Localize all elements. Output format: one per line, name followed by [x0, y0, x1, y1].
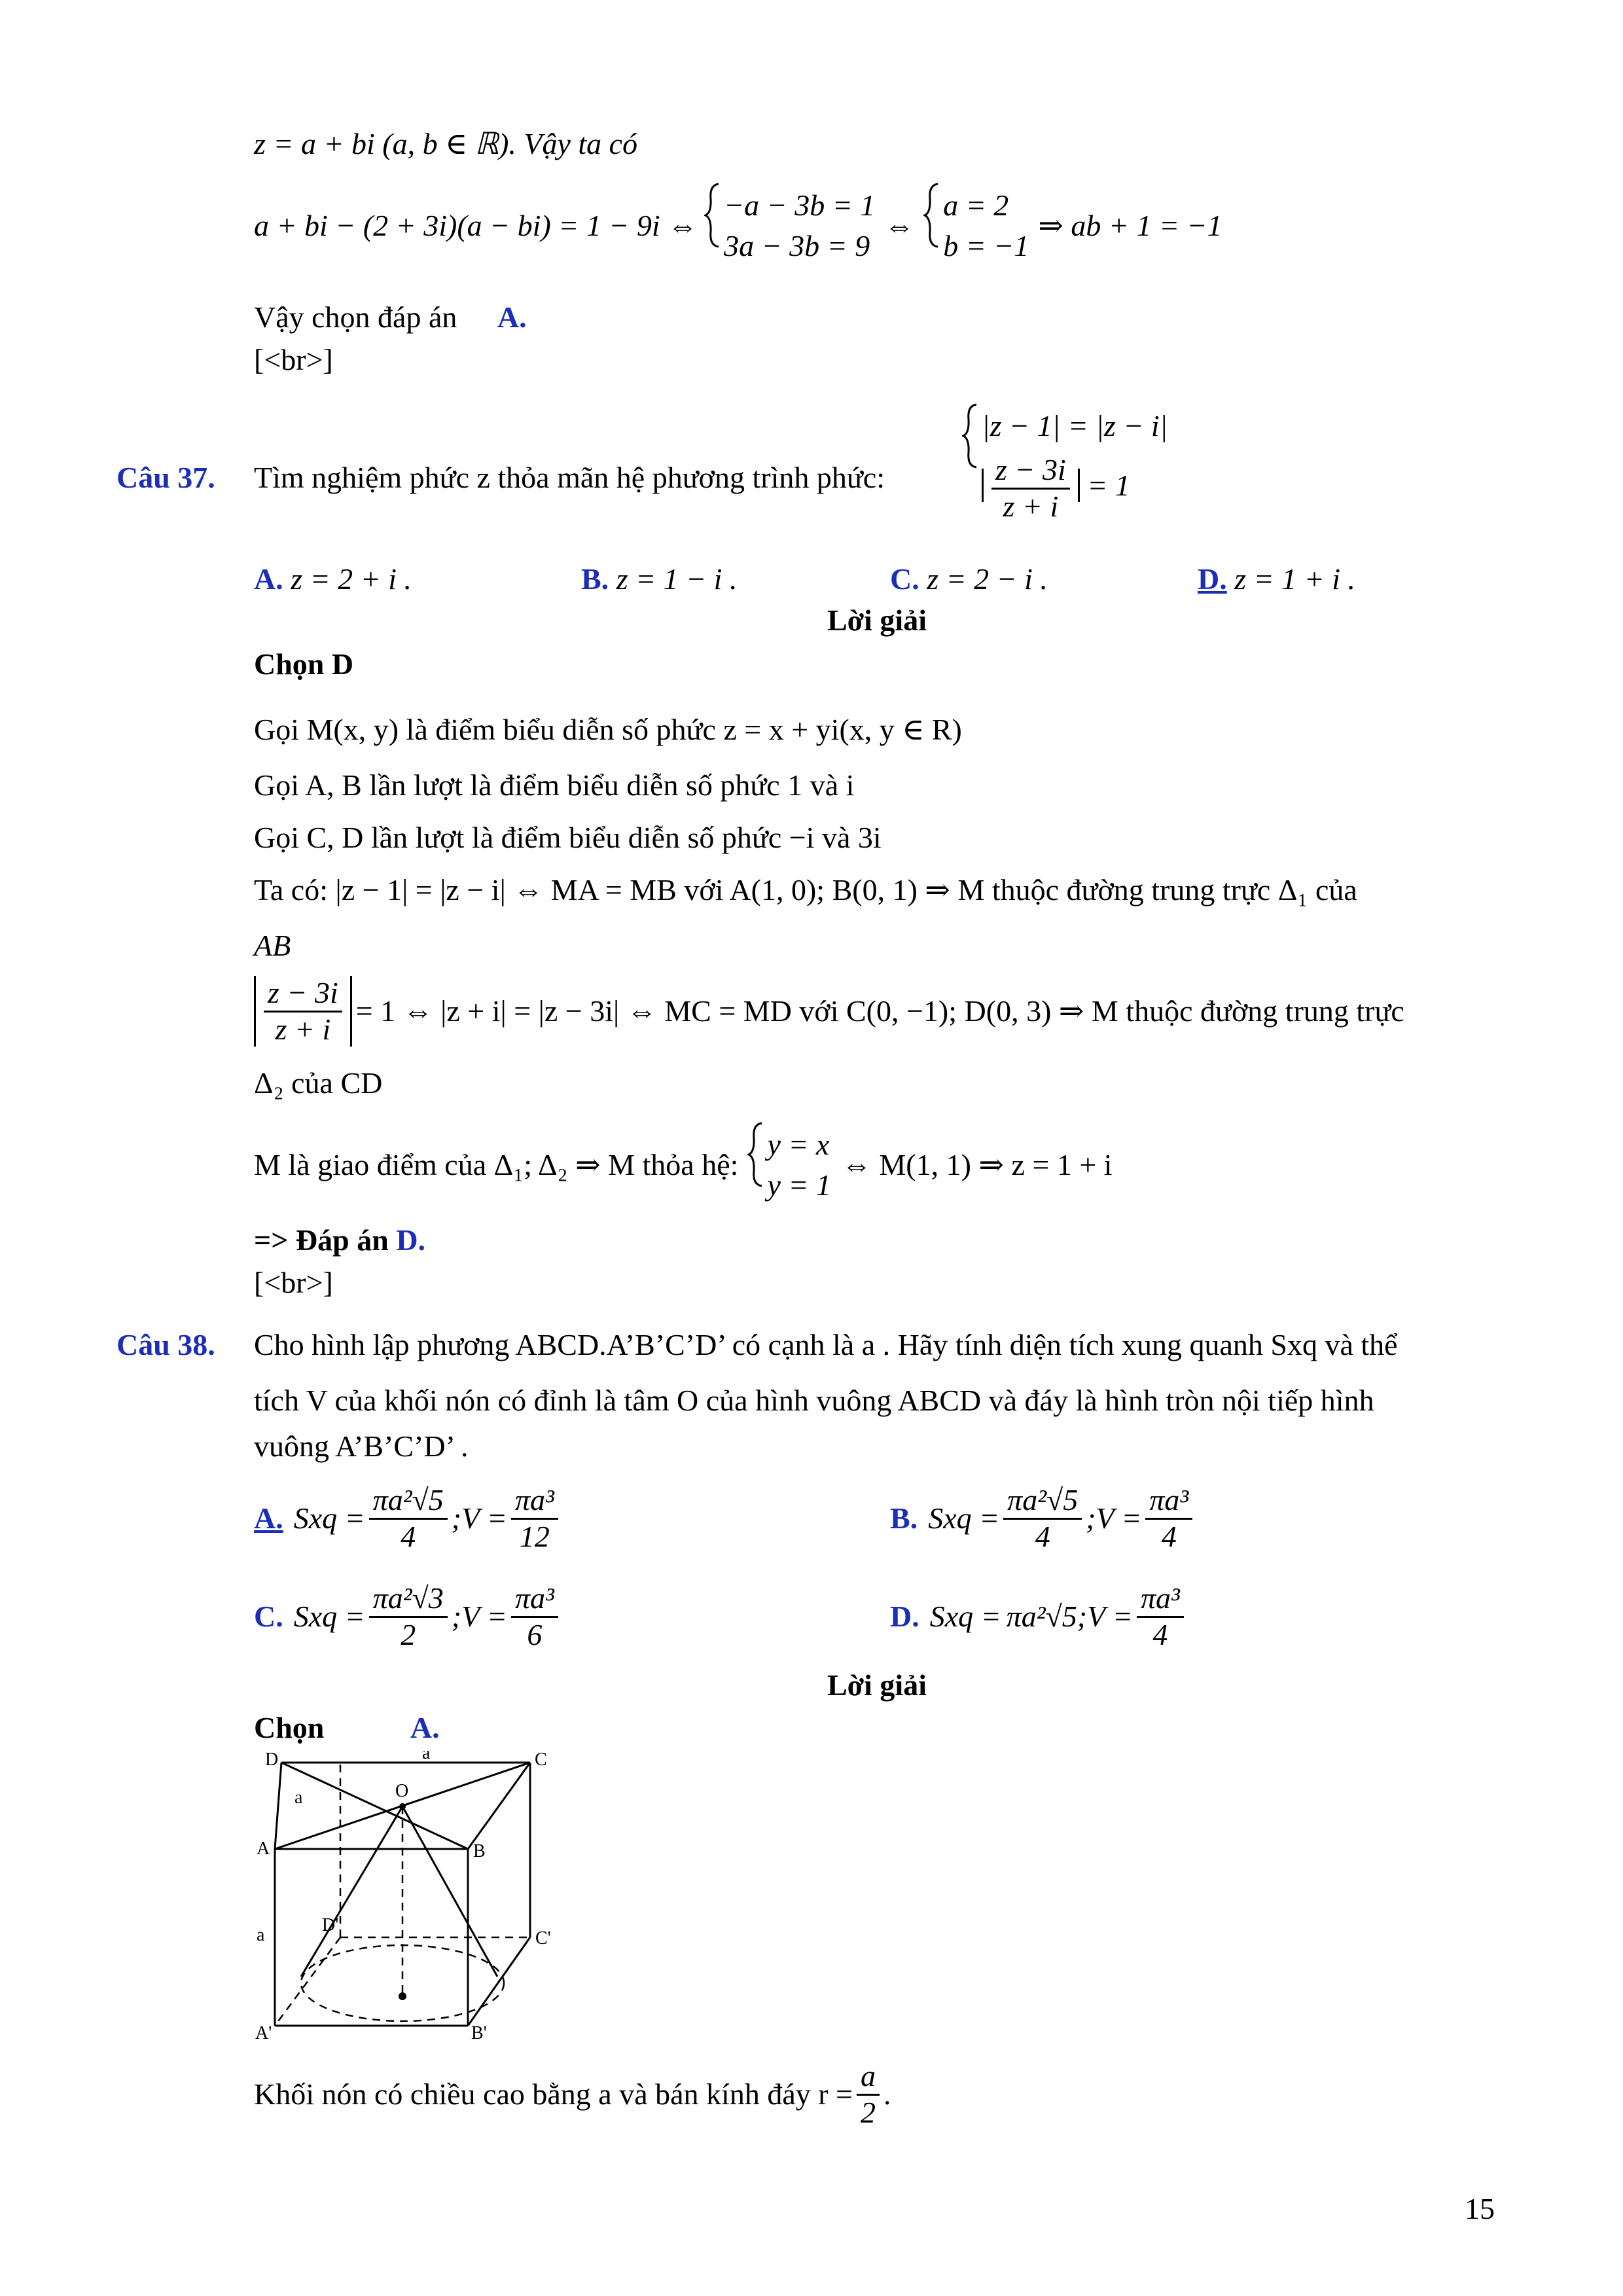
q37-line-5: AB [254, 929, 291, 962]
q37-stem: Tìm nghiệm phức z thỏa mãn hệ phương trình phức: [254, 461, 885, 494]
q38-stem-line3: vuông A’B’C’D’ . [254, 1429, 469, 1463]
vertex-a-label: A [257, 1839, 270, 1859]
q37-choose: Chọn D [254, 647, 354, 681]
vertex-bprime-label: B' [471, 2023, 487, 2043]
q38-last-line: Khối nón có chiều cao bằng a và bán kính đáy r = $\frac{a}{2}$ . [254, 2058, 891, 2129]
q37-option-a[interactable]: A. z = 2 + i . [254, 562, 412, 596]
q37-solution-title: Lời giải [827, 603, 927, 637]
q37-line-7: Δ₂ của CD [254, 1066, 383, 1100]
q38-solution-title: Lời giải [827, 1668, 927, 1702]
cube-cone-figure [249, 1751, 589, 2045]
q37-br: [<br>] [254, 1266, 333, 1299]
vertex-o-label: O [395, 1781, 409, 1801]
prev-choose: Vậy chọn đáp án A. [254, 300, 527, 334]
q38-stem-line1: Cho hình lập phương ABCD.A’B’C’D’ có cạnh là a . Hãy tính diện tích xung quanh Sxq và thể [254, 1328, 1398, 1361]
edge-a-left-label: a [257, 1925, 265, 1945]
q37-line-3: Gọi C, D lần lượt là điểm biểu diễn số phức −i và 3i [254, 821, 882, 854]
q37-line-1: Gọi M(x, y) là điểm biểu diễn số phức z = x + yi(x, y ∈ R) [254, 713, 962, 746]
q38-option-c[interactable]: C. Sxq = $\frac{\text{πa²√3}}{2}$ ;V = $\frac{\text{πa³}}{6}$ [254, 1574, 562, 1659]
brace-icon [704, 183, 721, 248]
brace-icon [747, 1122, 764, 1187]
prev-system-1: −a − 3b = 1 3a − 3b = 9 [704, 185, 875, 266]
edge-a-slant-label: a [294, 1787, 303, 1808]
vertex-b-label: B [473, 1841, 486, 1861]
q38-stem-line2: tích V của khối nón có đỉnh là tâm O của hình vuông ABCD và đáy là hình tròn nội tiếp hình [254, 1384, 1374, 1417]
prev-line1: z = a + bi (a, b ∈ ℝ). Vậy ta có [254, 127, 638, 160]
q38-option-b[interactable]: B. Sxq = $\frac{\text{πa²√5}}{4}$ ;V = $\frac{\text{πa³}}{4}$ [890, 1476, 1196, 1561]
prev-br: [<br>] [254, 343, 333, 376]
q37-option-b[interactable]: B. z = 1 − i . [581, 562, 738, 596]
q37-number: Câu 37. [116, 461, 215, 494]
vertex-cprime-label: C' [535, 1928, 551, 1948]
q38-number: Câu 38. [116, 1328, 215, 1361]
q37-line-6: $\frac{z - 3i}{z + i}$ = 1 ⇔ |z + i| = |z − 3i| ⇔ MC = MD với C(0, −1); D(0, 3) ⇒ M thuộc đường trung trực [254, 969, 1404, 1054]
brace-icon [923, 183, 940, 248]
prev-equation: a + bi − (2 + 3i)(a − bi) = 1 − 9i ⇔ −a − 3b = 1 3a − 3b = 9 ⇔ a = 2 b = −1 ⇒ ab + 1 = −1 [254, 177, 1222, 275]
edge-a-top-label: a [422, 1751, 431, 1763]
vertex-c-label: C [535, 1751, 547, 1770]
vertex-aprime-label: A' [255, 2023, 272, 2043]
q38-option-a[interactable]: A. Sxq = $\frac{\text{πa²√5}}{4}$ ;V = $\frac{\text{πa³}}{12}$ [254, 1476, 562, 1561]
q37-option-c[interactable]: C. z = 2 − i . [890, 562, 1048, 596]
q38-option-d[interactable]: D. Sxq = πa²√5 ;V = $\frac{\text{πa³}}{4}$ [890, 1574, 1188, 1659]
q37-option-d[interactable]: D. z = 1 + i . [1198, 562, 1355, 596]
q37-line-4: Ta có: |z − 1| = |z − i| ⇔ MA = MB với A(1, 0); B(0, 1) ⇒ M thuộc đường trung trực Δ₁ của [254, 873, 1357, 906]
brace-icon [962, 403, 979, 469]
vertex-dprime-label: D' [322, 1915, 339, 1935]
q37-system: |z − 1| = |z − i| $\frac{z - 3i}{z + i}$ = 1 [962, 406, 1168, 524]
vertex-d-label: D [265, 1751, 279, 1770]
q37-answer: => Đáp án D. [254, 1223, 426, 1257]
q37-line-8: M là giao điểm của Δ₁; Δ₂ ⇒ M thỏa hệ: y = x y = 1 ⇔ M(1, 1) ⇒ z = 1 + i [254, 1122, 1113, 1208]
prev-system-2: a = 2 b = −1 [923, 185, 1029, 266]
page-number: 15 [1465, 2192, 1495, 2225]
q38-choose: Chọn A. [254, 1711, 440, 1744]
q37-line-2: Gọi A, B lần lượt là điểm biểu diễn số phức 1 và i [254, 768, 855, 802]
prev-eq-left: a + bi − (2 + 3i)(a − bi) = 1 − 9i ⇔ [254, 209, 698, 243]
